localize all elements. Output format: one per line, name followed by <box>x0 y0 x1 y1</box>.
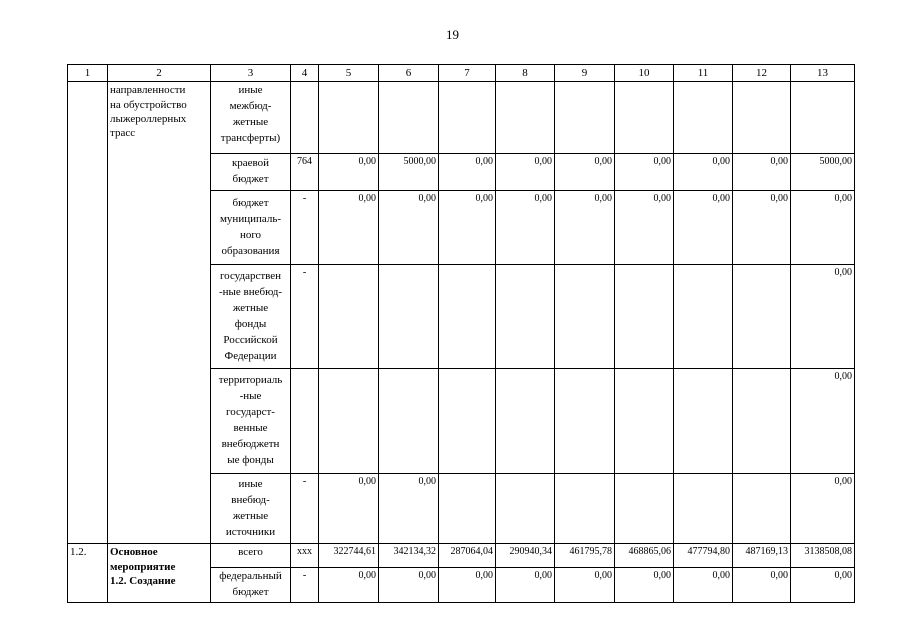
column-header-11: 11 <box>674 65 733 82</box>
funding-source-cell <box>211 544 291 568</box>
column-header-6: 6 <box>379 65 439 82</box>
value-cell <box>733 82 791 154</box>
value-cell <box>439 474 496 544</box>
activity-name-cell <box>108 544 211 603</box>
budget-code-cell: ххх <box>291 544 319 568</box>
funding-source-cell <box>211 82 291 154</box>
value-cell <box>555 265 615 369</box>
value-cell <box>733 474 791 544</box>
value-cell: 0,00 <box>791 265 855 369</box>
funding-source-line: жетные <box>232 116 269 129</box>
column-header-5: 5 <box>319 65 379 82</box>
value-cell: 0,00 <box>496 154 555 191</box>
value-cell <box>555 82 615 154</box>
column-header-2: 2 <box>108 65 211 82</box>
value-cell: 487169,13 <box>733 544 791 568</box>
value-cell: 0,00 <box>379 191 439 265</box>
value-cell <box>496 265 555 369</box>
value-cell <box>439 369 496 474</box>
value-cell: 0,00 <box>733 154 791 191</box>
funding-source-cell <box>211 191 291 265</box>
funding-source-line: -ные <box>239 390 262 403</box>
table-row <box>68 82 855 154</box>
funding-source-cell <box>211 568 291 603</box>
value-cell: 3138508,08 <box>791 544 855 568</box>
column-header-1: 1 <box>68 65 108 82</box>
funding-source-line: иные <box>238 84 263 97</box>
funding-source-cell <box>211 265 291 369</box>
value-cell: 0,00 <box>615 568 674 603</box>
funding-source-line: образования <box>221 244 280 257</box>
budget-code-cell: - <box>291 474 319 544</box>
activity-name-line: направленности <box>110 84 186 97</box>
funding-source-line: Российской <box>223 333 278 346</box>
value-cell: 0,00 <box>379 568 439 603</box>
value-cell: 0,00 <box>674 568 733 603</box>
value-cell: 0,00 <box>319 474 379 544</box>
funding-source-line: фонды <box>234 317 267 330</box>
funding-source-cell <box>211 154 291 191</box>
column-header-8: 8 <box>496 65 555 82</box>
value-cell: 0,00 <box>496 191 555 265</box>
value-cell <box>615 474 674 544</box>
activity-name-line: Основное <box>110 546 158 559</box>
value-cell: 5000,00 <box>379 154 439 191</box>
budget-code-cell: - <box>291 191 319 265</box>
value-cell: 0,00 <box>439 154 496 191</box>
funding-source-line: внебюд- <box>231 493 270 506</box>
value-cell <box>439 82 496 154</box>
funding-source-line: внебюджетн <box>221 438 280 451</box>
value-cell: 0,00 <box>319 154 379 191</box>
value-cell <box>496 474 555 544</box>
value-cell <box>319 82 379 154</box>
value-cell: 287064,04 <box>439 544 496 568</box>
funding-source-line: государствен <box>219 269 282 282</box>
row-number-cell <box>68 82 108 544</box>
budget-code-cell: 764 <box>291 154 319 191</box>
funding-source-line: государст- <box>226 406 275 419</box>
column-header-7: 7 <box>439 65 496 82</box>
value-cell <box>615 369 674 474</box>
value-cell <box>555 369 615 474</box>
value-cell <box>791 82 855 154</box>
activity-name-line: 1.2. Создание <box>110 574 176 587</box>
value-cell: 0,00 <box>791 568 855 603</box>
value-cell: 0,00 <box>674 191 733 265</box>
value-cell: 0,00 <box>496 568 555 603</box>
activity-name-cell <box>108 82 211 544</box>
funding-source-line: ного <box>239 228 262 241</box>
value-cell <box>674 265 733 369</box>
table-header-row <box>68 65 855 82</box>
value-cell <box>733 369 791 474</box>
value-cell: 0,00 <box>791 191 855 265</box>
column-header-12: 12 <box>733 65 791 82</box>
activity-name-line: на обустройство <box>110 98 187 111</box>
value-cell <box>615 265 674 369</box>
funding-source-line: венные <box>233 422 268 435</box>
value-cell: 0,00 <box>319 191 379 265</box>
column-header-9: 9 <box>555 65 615 82</box>
value-cell <box>379 265 439 369</box>
value-cell: 0,00 <box>555 154 615 191</box>
budget-table <box>67 64 855 603</box>
column-header-13: 13 <box>791 65 855 82</box>
page-number: 19 <box>446 27 459 42</box>
value-cell: 477794,80 <box>674 544 733 568</box>
column-header-3: 3 <box>211 65 291 82</box>
value-cell: 0,00 <box>439 568 496 603</box>
value-cell: 342134,32 <box>379 544 439 568</box>
funding-source-line: всего <box>238 546 263 559</box>
column-header-4: 4 <box>291 65 319 82</box>
value-cell: 0,00 <box>555 568 615 603</box>
value-cell <box>615 82 674 154</box>
funding-source-line: источники <box>225 525 276 538</box>
funding-source-line: Федерации <box>224 349 277 362</box>
value-cell: 468865,06 <box>615 544 674 568</box>
value-cell <box>379 82 439 154</box>
funding-source-line: краевой <box>231 157 270 170</box>
value-cell: 322744,61 <box>319 544 379 568</box>
funding-source-line: трансферты) <box>220 132 281 145</box>
funding-source-line: жетные <box>232 301 269 314</box>
funding-source-cell <box>211 474 291 544</box>
funding-source-line: территориаль <box>218 374 283 387</box>
value-cell: 0,00 <box>379 474 439 544</box>
funding-source-line: ые фонды <box>227 454 274 467</box>
funding-source-line: иные <box>238 477 263 490</box>
value-cell: 0,00 <box>319 568 379 603</box>
column-header-10: 10 <box>615 65 674 82</box>
funding-source-line: муниципаль- <box>219 212 282 225</box>
activity-name-line: трасс <box>110 127 136 140</box>
row-number-cell: 1.2. <box>68 544 108 603</box>
budget-code-cell: - <box>291 265 319 369</box>
value-cell <box>674 82 733 154</box>
value-cell <box>555 474 615 544</box>
budget-code-cell <box>291 369 319 474</box>
value-cell: 0,00 <box>615 154 674 191</box>
funding-source-line: -ные внебюд- <box>218 285 283 298</box>
activity-name-line: лыжероллерных <box>110 112 187 125</box>
value-cell: 0,00 <box>733 568 791 603</box>
funding-source-line: жетные <box>232 509 269 522</box>
value-cell: 0,00 <box>791 474 855 544</box>
value-cell <box>379 369 439 474</box>
funding-source-line: бюджет <box>232 173 269 186</box>
value-cell <box>674 369 733 474</box>
funding-source-cell <box>211 369 291 474</box>
value-cell: 0,00 <box>791 369 855 474</box>
value-cell <box>674 474 733 544</box>
funding-source-line: бюджет <box>232 586 269 599</box>
budget-code-cell <box>291 82 319 154</box>
value-cell: 0,00 <box>439 191 496 265</box>
funding-source-line: бюджет <box>232 196 269 209</box>
activity-name-line: мероприятие <box>110 560 176 573</box>
value-cell <box>496 82 555 154</box>
table-row <box>68 544 855 568</box>
value-cell: 461795,78 <box>555 544 615 568</box>
value-cell <box>439 265 496 369</box>
value-cell <box>496 369 555 474</box>
value-cell: 0,00 <box>615 191 674 265</box>
value-cell: 0,00 <box>674 154 733 191</box>
funding-source-line: межбюд- <box>229 100 272 113</box>
budget-code-cell: - <box>291 568 319 603</box>
value-cell <box>319 369 379 474</box>
value-cell: 5000,00 <box>791 154 855 191</box>
funding-source-line: федеральный <box>219 570 282 583</box>
value-cell <box>733 265 791 369</box>
value-cell <box>319 265 379 369</box>
value-cell: 0,00 <box>555 191 615 265</box>
value-cell: 0,00 <box>733 191 791 265</box>
value-cell: 290940,34 <box>496 544 555 568</box>
